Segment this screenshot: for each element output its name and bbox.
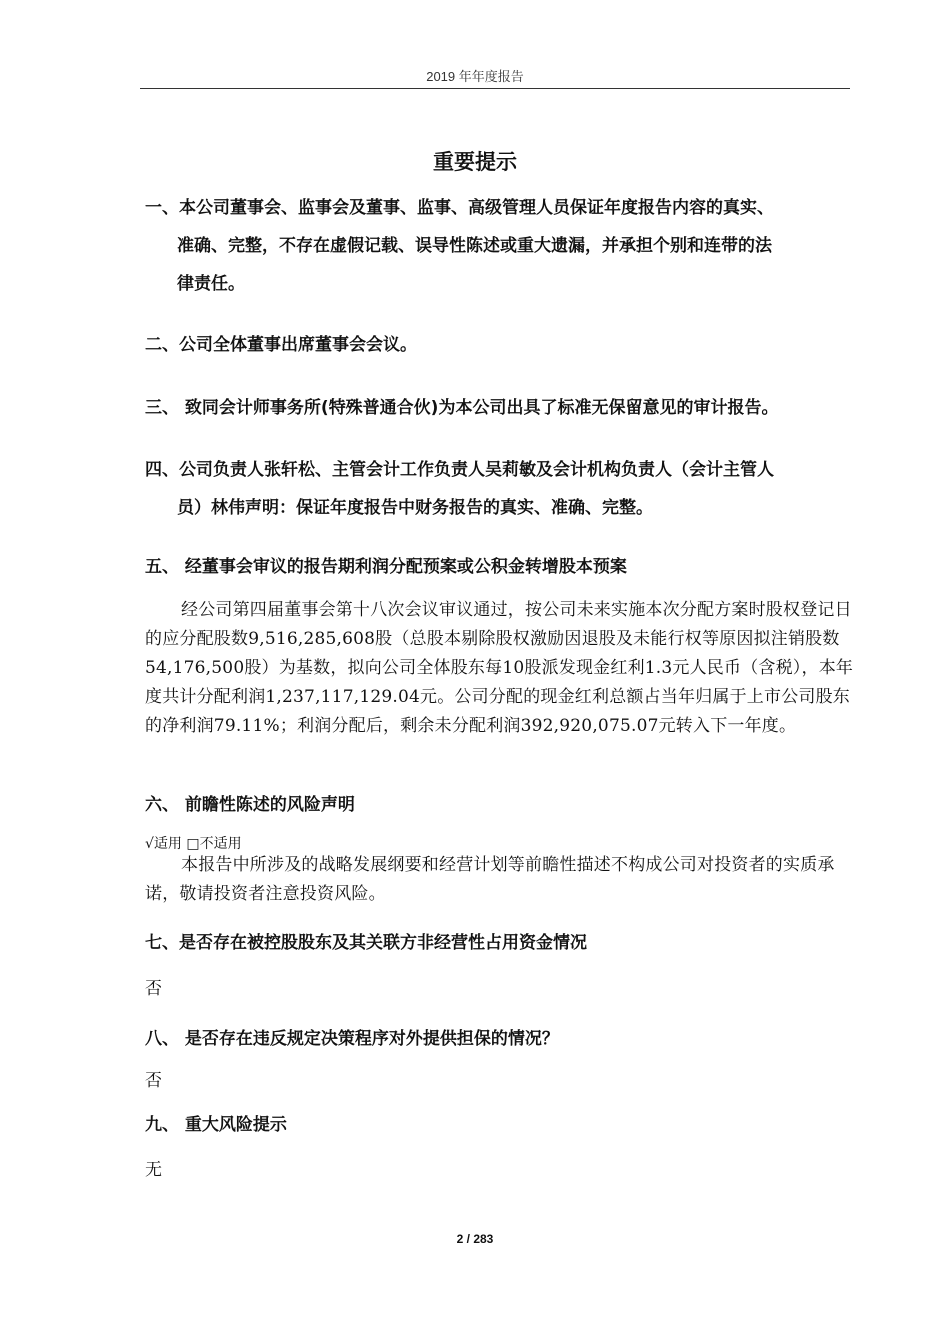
item-one-line-1: 一、本公司董事会、监事会及董事、监事、高级管理人员保证年度报告内容的真实、 — [145, 198, 774, 218]
item-three: 三、 致同会计师事务所(特殊普通合伙)为本公司出具了标准无保留意见的审计报告。 — [145, 398, 779, 418]
running-header: 2019 年年度报告 — [426, 69, 524, 84]
item-six-heading: 六、 前瞻性陈述的风险声明 — [145, 795, 355, 815]
item-seven-heading: 七、是否存在被控股股东及其关联方非经营性占用资金情况 — [145, 933, 587, 953]
header-divider — [140, 88, 850, 89]
item-four-line-1: 四、公司负责人张轩松、主管会计工作负责人吴莉敏及会计机构负责人（会计主管人 — [145, 460, 774, 480]
item-one — [145, 189, 855, 303]
item-two: 二、公司全体董事出席董事会会议。 — [145, 335, 417, 355]
item-eight-answer: 否 — [145, 1071, 162, 1091]
item-four — [145, 451, 855, 527]
item-eight-heading: 八、 是否存在违反规定决策程序对外提供担保的情况？ — [145, 1029, 559, 1049]
profit-distribution-plan: 经公司第四届董事会第十八次会议审议通过，按公司未来实施本次分配方案时股权登记日的应分配股数9,516,285,608股（总股本剔除股权激励因退股及未能行权等原因拟注销股数54,176,500股）为基数，拟向公司全体股东每10股派发现金红利1.3元人民币（含税），本年度共计分配利润1,237,117,129.04元。公司分配的现金红利总额占当年归属于上市公司股东的净利润79.11%；利润分配后，剩余未分配利润392,920,075.07元转入下一年度。 — [145, 600, 854, 736]
forward-looking-risk-statement: 本报告中所涉及的战略发展纲要和经营计划等前瞻性描述不构成公司对投资者的实质承诺，敬请投资者注意投资风险。 — [145, 855, 835, 904]
item-seven-answer: 否 — [145, 979, 162, 999]
item-four-line-2: 员）林伟声明：保证年度报告中财务报告的真实、准确、完整。 — [177, 498, 653, 518]
item-five-heading: 五、 经董事会审议的报告期利润分配预案或公积金转增股本预案 — [145, 557, 627, 577]
page-number: 2 / 283 — [456, 1232, 494, 1246]
page-title: 重要提示 — [433, 150, 517, 174]
item-one-line-2: 准确、完整，不存在虚假记载、误导性陈述或重大遗漏，并承担个别和连带的法 — [177, 236, 772, 256]
applicability-checkbox-label: √适用 □不适用 — [145, 836, 242, 852]
item-nine-heading: 九、 重大风险提示 — [145, 1115, 287, 1135]
item-nine-answer: 无 — [145, 1160, 162, 1180]
item-one-line-3: 律责任。 — [177, 274, 245, 294]
